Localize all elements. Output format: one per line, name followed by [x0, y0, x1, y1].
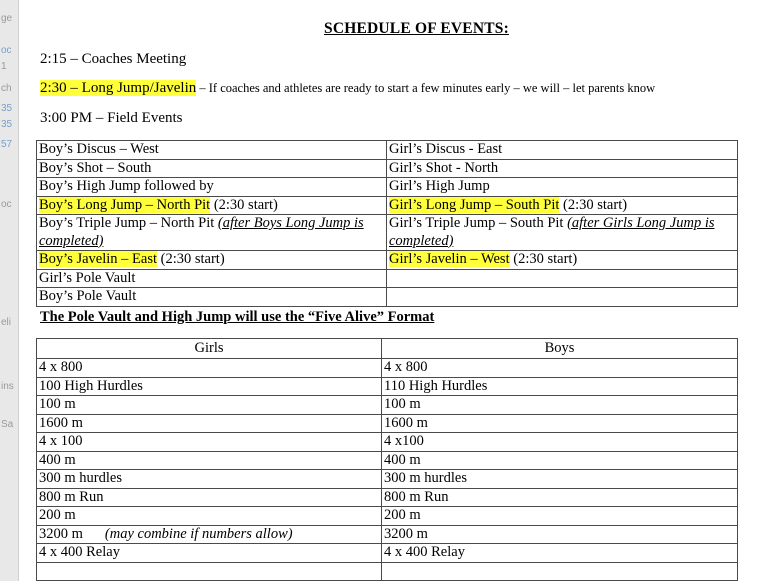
table-row — [37, 470, 738, 489]
table-cell: 100 m — [382, 396, 738, 415]
table-cell: 300 m hurdles — [382, 470, 738, 489]
margin-text: oc — [1, 45, 12, 56]
table-cell — [37, 562, 382, 580]
table-cell: 800 m Run — [37, 488, 382, 507]
start-time: (2:30 start) — [559, 196, 628, 213]
table-cell — [37, 251, 387, 270]
event-text: Boy’s Triple Jump – North Pit — [39, 215, 218, 231]
long-jump-line — [40, 80, 655, 97]
table-row — [37, 562, 738, 580]
margin-text: 1 — [1, 61, 7, 72]
table-cell — [37, 525, 382, 544]
table-cell: 400 m — [37, 451, 382, 470]
table-cell — [387, 269, 738, 288]
highlighted-event: Boy’s Long Jump – North Pit — [39, 196, 211, 213]
table-row — [37, 396, 738, 415]
table-row — [37, 251, 738, 270]
combine-note: (may combine if numbers allow) — [104, 525, 293, 542]
table-cell: 4 x 800 — [37, 359, 382, 378]
margin-text: Sa — [1, 419, 14, 430]
left-margin-strip — [0, 0, 19, 581]
table-cell: 4 x100 — [382, 433, 738, 452]
coaches-meeting-line: 2:15 – Coaches Meeting — [40, 51, 187, 67]
table-row — [37, 288, 738, 307]
table-row — [37, 451, 738, 470]
table-cell — [387, 215, 738, 251]
margin-text: ge — [1, 13, 13, 24]
table-cell — [387, 196, 738, 215]
table-cell: 200 m — [37, 507, 382, 526]
table-cell: 800 m Run — [382, 488, 738, 507]
highlighted-event: Girl’s Long Jump – South Pit — [389, 196, 560, 213]
table-row — [37, 215, 738, 251]
long-jump-note: – If coaches and athletes are ready to start a few minutes early – we will – let parents know — [196, 81, 656, 95]
table-cell: 400 m — [382, 451, 738, 470]
field-events-table — [36, 140, 738, 307]
margin-text: ins — [1, 381, 14, 392]
table-cell — [387, 288, 738, 307]
track-events-table — [36, 338, 738, 581]
table-cell: 100 High Hurdles — [37, 377, 382, 396]
highlighted-event: Girl’s Javelin – West — [389, 251, 510, 267]
table-row — [37, 544, 738, 563]
table-cell: 3200 m — [382, 525, 738, 544]
table-cell: 4 x 400 Relay — [382, 544, 738, 563]
event-note: (after Boys Long Jump is completed) — [39, 215, 364, 249]
table-row — [37, 433, 738, 452]
table-cell: Girl’s High Jump — [387, 178, 738, 197]
table-cell: Boy’s Pole Vault — [37, 288, 387, 307]
table-row — [37, 269, 738, 288]
table-cell: Girl’s Pole Vault — [37, 269, 387, 288]
table-row — [37, 507, 738, 526]
table-cell: 4 x 800 — [382, 359, 738, 378]
event-text: 3200 m — [39, 525, 83, 542]
table-row — [37, 196, 738, 215]
column-header-girls: Girls — [37, 339, 382, 359]
table-cell: 100 m — [37, 396, 382, 415]
table-row — [37, 525, 738, 544]
start-time: (2:30 start) — [210, 196, 278, 213]
table-cell: Girl’s Discus - East — [387, 141, 738, 160]
long-jump-time: 2:30 – Long Jump/Javelin — [40, 80, 197, 96]
table-row — [37, 414, 738, 433]
table-cell: 4 x 400 Relay — [37, 544, 382, 563]
event-text: Girl’s Triple Jump – South Pit — [389, 215, 568, 231]
table-cell: Boy’s Discus – West — [37, 141, 387, 160]
margin-text: oc — [1, 199, 12, 210]
table-row — [37, 159, 738, 178]
margin-text: 35 — [1, 119, 13, 130]
start-time: (2:30 start) — [509, 251, 578, 267]
start-time: (2:30 start) — [157, 251, 225, 267]
table-row — [37, 178, 738, 197]
table-header-row — [37, 339, 738, 359]
margin-text: eli — [1, 317, 12, 328]
margin-text: 57 — [1, 139, 13, 150]
field-events-heading: 3:00 PM – Field Events — [40, 110, 183, 126]
table-cell: 110 High Hurdles — [382, 377, 738, 396]
page-title: SCHEDULE OF EVENTS: — [324, 20, 509, 37]
table-cell: 1600 m — [37, 414, 382, 433]
table-cell: Boy’s Shot – South — [37, 159, 387, 178]
pole-vault-note: The Pole Vault and High Jump will use the “Five Alive” Format — [40, 309, 435, 325]
column-header-boys: Boys — [382, 339, 738, 359]
margin-text: ch — [1, 83, 12, 94]
table-row — [37, 377, 738, 396]
table-cell: 300 m hurdles — [37, 470, 382, 489]
table-cell: Girl’s Shot - North — [387, 159, 738, 178]
table-row — [37, 359, 738, 378]
table-cell — [387, 251, 738, 270]
table-cell: 200 m — [382, 507, 738, 526]
table-row — [37, 488, 738, 507]
margin-text: 35 — [1, 103, 13, 114]
table-cell — [37, 196, 387, 215]
table-cell: 1600 m — [382, 414, 738, 433]
table-cell — [382, 562, 738, 580]
document-page — [20, 0, 784, 581]
table-cell — [37, 215, 387, 251]
table-cell: 4 x 100 — [37, 433, 382, 452]
highlighted-event: Boy’s Javelin – East — [39, 251, 158, 267]
table-row — [37, 141, 738, 160]
event-note: (after Girls Long Jump is completed) — [389, 215, 715, 249]
table-cell: Boy’s High Jump followed by — [37, 178, 387, 197]
